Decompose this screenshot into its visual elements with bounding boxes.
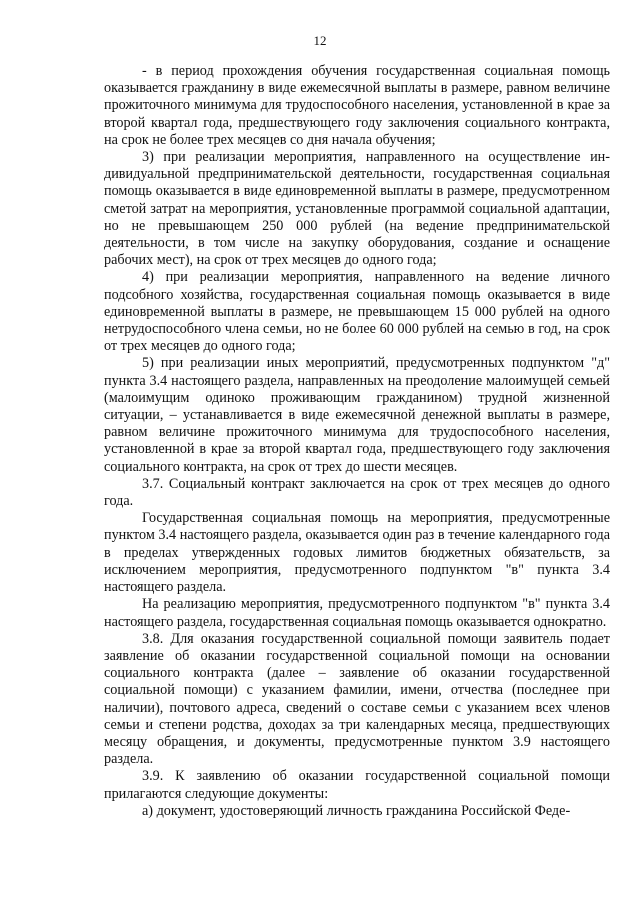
document-body bbox=[104, 63, 610, 820]
paragraph-3-8-application: 3.8. Для оказания государственной социальной помощи заявитель подает заявление об оказании государственной социальной помощи на основании социального контракта (далее – заявление об оказании государственной социальной помощи) с указанием фамилии, имени, отчества (последнее при наличии), почтового адреса, сведений о составе семьи с указанием всех членов семьи и степени родства, доходах за три календарных месяца, предшествующих месяцу обращения, и документы, предусмотренные пунктом 3.9 настоящего раздела. bbox=[104, 630, 610, 768]
paragraph-3-9-documents: 3.9. К заявлению об оказании государственной социальной помощи прилагаются следующие документы: bbox=[104, 768, 610, 802]
page-number: 12 bbox=[313, 33, 327, 48]
paragraph-entrepreneurship: 3) при реализации мероприятия, направленного на осуществление индивидуальной предпринимательской деятельности, государственная социальная помощь оказывается в виде единовременной выплаты в размере, предусмотренном сметой затрат на мероприятия, установленные программой социальной адаптации, но не превышающем 250 000 рублей (на ведение предпринимательской деятельности, в том числе на закупку оборудования, создание и оснащение рабочих мест), на срок от трех месяцев до одного года; bbox=[104, 149, 610, 269]
paragraph-one-time-assistance: На реализацию мероприятия, предусмотренного подпунктом "в" пункта 3.4 настоящего раздела, государственная социальная помощь оказывается однократно. bbox=[104, 596, 610, 630]
paragraph-annual-assistance: Государственная социальная помощь на мероприятия, предусмотренные пунктом 3.4 настоящего раздела, оказывается один раз в течение календарного года в пределах утвержденных годовых лимитов бюджетных обязательств, за исключением мероприятия, предусмотренного подпунктом "в" пункта 3.4 настоящего раздела. bbox=[104, 510, 610, 596]
paragraph-other-measures: 5) при реализации иных мероприятий, предусмотренных подпунктом "д" пункта 3.4 настоящего раздела, направленных на преодоление малоимущей семьей (малоимущим одиноко проживающим гражданином) трудной жизненной ситуации, – устанавливается в виде ежемесячной денежной выплаты в размере, равном величине прожиточного минимума для трудоспособного населения, установленной в крае за второй квартал года, предшествующего году заключения социального контракта, на срок от трех до шести месяцев. bbox=[104, 355, 610, 475]
paragraph-document-a: а) документ, удостоверяющий личность гражданина Российской Феде- bbox=[142, 802, 571, 819]
paragraph-3-7-contract-term: 3.7. Социальный контракт заключается на срок от трех месяцев до одного года. bbox=[104, 475, 610, 510]
paragraph-training-assistance: - в период прохождения обучения государственная социальная помощь оказывается гражданину в виде ежемесячной выплаты в размере, равном величине прожиточного минимума для трудоспособного населения, установленной в крае за второй квартал года, предшествующего году заключения социального контракта, на срок не более трех месяцев со дня начала обучения; bbox=[104, 63, 610, 148]
paragraph-household-farming: 4) при реализации мероприятия, направленного на ведение личного подсобного хозяйства, государственная социальная помощь оказывается в виде единовременной выплаты в размере, не превышающем 15 000 рублей на одного нетрудоспособного члена семьи, но не более 60 000 рублей на семью в год, на срок от трех месяцев до одного года; bbox=[104, 269, 610, 355]
